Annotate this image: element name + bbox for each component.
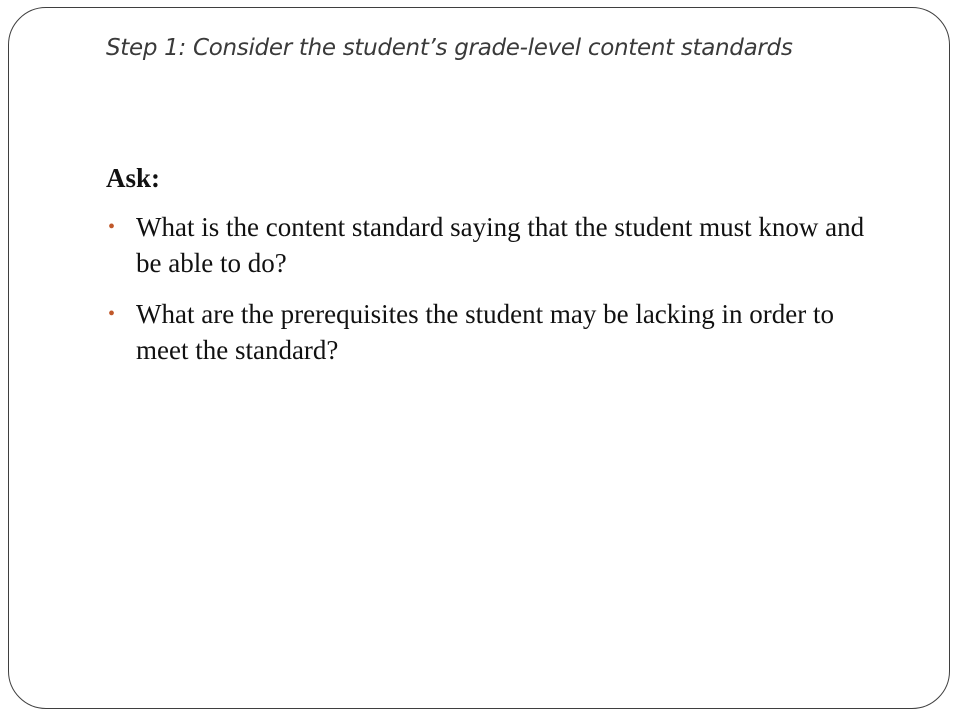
- bullet-list: [106, 209, 866, 383]
- bullet-text: What are the prerequisites the student may be lacking in order to meet the standard?: [136, 299, 835, 365]
- bullet-item-content-standard: [106, 209, 866, 281]
- bullet-dot-icon: •: [108, 216, 116, 238]
- bullet-text: What is the content standard saying that the student must know and be able to do?: [136, 212, 865, 278]
- bullet-dot-icon: •: [108, 303, 116, 325]
- ask-label: Ask:: [106, 163, 161, 193]
- slide-title: Step 1: Consider the student’s grade-level content standards: [106, 35, 793, 61]
- bullet-item-prerequisites: [106, 296, 866, 368]
